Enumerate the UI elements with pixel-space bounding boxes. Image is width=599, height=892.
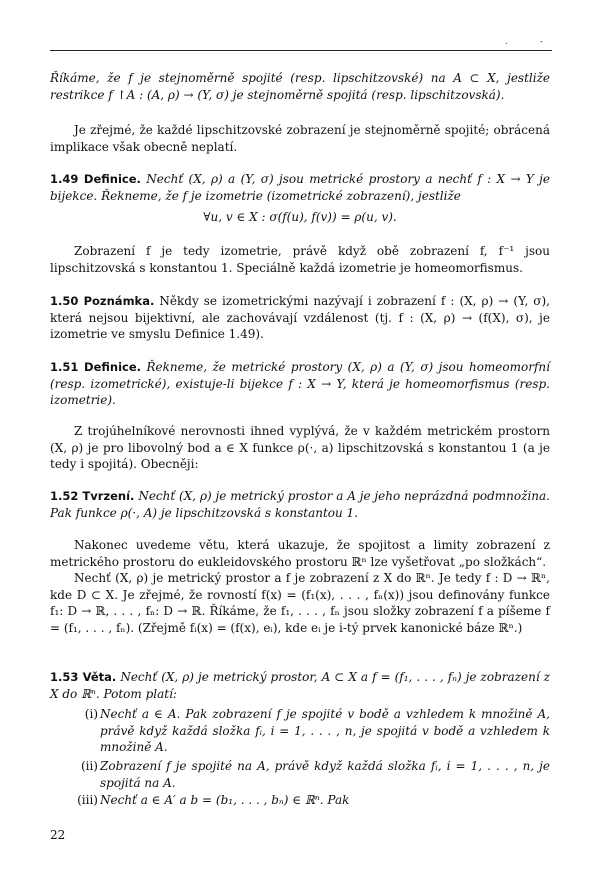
item-number: (iii) [77, 793, 98, 807]
proposition-label: 1.52 Tvrzení. [50, 489, 135, 503]
remark-label: 1.50 Poznámka. [50, 294, 155, 308]
isometry-formula: ∀u, v ∈ X : σ(f(u), f(v)) = ρ(u, v). [203, 210, 397, 224]
item-text: Zobrazení f je spojité na A, právě když každá složka fᵢ, i = 1, . . . , n, je spojitá na A. [100, 759, 550, 790]
proposition-1-52 [50, 488, 550, 521]
item-text: Nechť a ∈ A. Pak zobrazení f je spojité v bodě a vzhledem k množině A, právě když každá složka fᵢ, i = 1, . . . , n, je spojitá v bodě a vzhledem k množině A. [100, 707, 550, 755]
header-mark: - [540, 37, 543, 46]
remark-1-50 [50, 293, 550, 343]
theorem-label: 1.53 Věta. [50, 670, 117, 684]
paragraph-triangle-inequality: Z trojúhelníkové nerovnosti ihned vyplývá, že v každém metrickém prostorn (X, ρ) je pro libovolný bod a ∈ X funkce ρ(·, a) lipschitzovská s konstantou 1 (a je tedy i spojitá). Obecněji: [50, 424, 550, 472]
paragraph-lipschitz-remark: Je zřejmé, že každé lipschitzovské zobrazení je stejnoměrně spojité; obrácená implikace však obecně neplatí. [50, 123, 550, 154]
paragraph-uniform-continuity: Říkáme, že f je stejnoměrně spojité (resp. lipschitzovské) na A ⊂ X, jestliže restrikce f ↾A : (A, ρ) → (Y, σ) je stejnoměrně spojitá (resp. lipschitzovská). [50, 71, 550, 102]
proposition-text: Nechť (X, ρ) je metrický prostor a A je jeho neprázdná podmnožina. Pak funkce ρ(·, A) je lipschitzovská s konstantou 1. [50, 489, 550, 520]
theorem-1-53 [50, 669, 550, 702]
definition-text: Nechť (X, ρ) a (Y, σ) jsou metrické prostory a nechť f : X → Y je bijekce. Řekneme, že f je izometrie (izometrické zobrazení), jestliže [50, 172, 550, 203]
item-text: Nechť a ∈ A′ a b = (b₁, . . . , bₙ) ∈ ℝⁿ. Pak [100, 793, 350, 807]
definition-label: 1.51 Definice. [50, 360, 142, 374]
definition-text: Řekneme, že metrické prostory (X, ρ) a (Y, σ) jsou homeomorfní (resp. izometrické), existuje-li bijekce f : X → Y, která je homeomorfismus (resp. izometrie). [50, 360, 550, 408]
header-rule [50, 50, 552, 51]
page [50, 0, 552, 892]
item-number: (ii) [80, 759, 98, 773]
paragraph-components-definition: Nechť (X, ρ) je metrický prostor a f je zobrazení z X do ℝⁿ. Je tedy f : D → ℝⁿ, kde D ⊂ X. Je zřejmé, že rovností f(x) = (f₁(x), . . . , fₙ(x)) jsou definovány funkce f₁: D → ℝ, . . . , fₙ: D → ℝ. Říkáme, že f₁, . . . , fₙ jsou složky zobrazení f a píšeme f = (f₁, . . . , fₙ). (Zřejmě fᵢ(x) = (f(x), eᵢ), kde eᵢ je i-tý prvek kanonické báze ℝⁿ.) [50, 571, 550, 635]
definition-1-49 [50, 171, 550, 204]
item-number: (i) [84, 707, 98, 721]
definition-label: 1.49 Definice. [50, 172, 141, 186]
header-mark: . [505, 37, 508, 46]
remark-text: Někdy se izometrickými nazývají i zobrazení f : (X, ρ) → (Y, σ), která nejsou bijektivní, ale zachovávají vzdálenost (tj. f : (X, ρ) → (f(X), σ), je izometrie ve smyslu Definice 1.49). [50, 294, 550, 342]
theorem-text: Nechť (X, ρ) je metrický prostor, A ⊂ X a f = (f₁, . . . , fₙ) je zobrazení z X do ℝⁿ. Potom platí: [50, 670, 550, 701]
definition-1-51 [50, 359, 550, 409]
page-number: 22 [50, 828, 66, 842]
paragraph-componentwise: Nakonec uvedeme větu, která ukazuje, že spojitost a limity zobrazení z metrického prostoru do eukleidovského prostoru ℝⁿ lze vyšetřovat „po složkách“. [50, 538, 550, 569]
paragraph-isometry-homeomorphism: Zobrazení f je tedy izometrie, právě když obě zobrazení f, f⁻¹ jsou lipschitzovská s konstantou 1. Speciálně každá izometrie je homeomorfismus. [50, 244, 550, 275]
